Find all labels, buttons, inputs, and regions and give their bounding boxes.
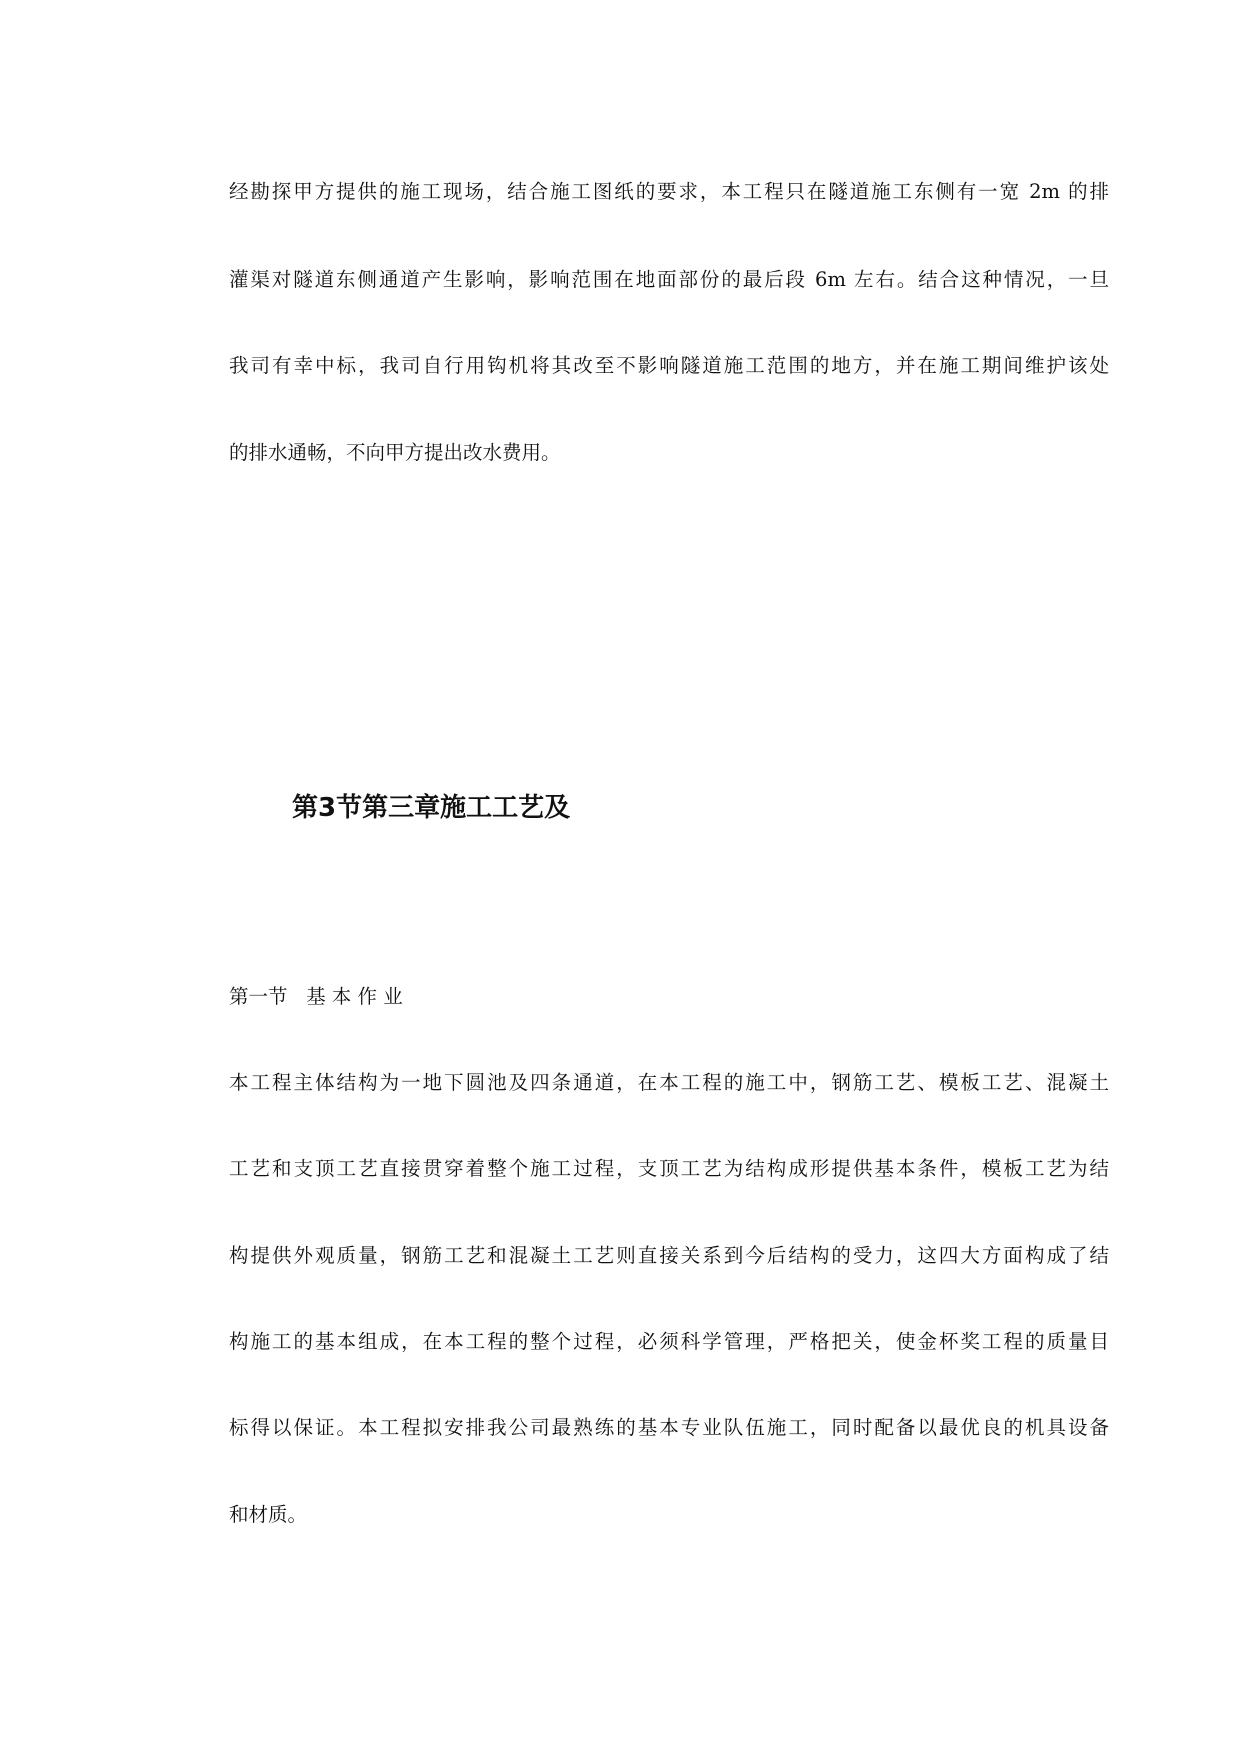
paragraph-line: 本工程主体结构为一地下圆池及四条通道，在本工程的施工中，钢筋工艺、模板工艺、混凝土 [229, 1071, 1109, 1094]
paragraph-line: 我司有幸中标，我司自行用钩机将其改至不影响隧道施工范围的地方，并在施工期间维护该处 [229, 354, 1109, 377]
paragraph-line: 经勘探甲方提供的施工现场，结合施工图纸的要求，本工程只在隧道施工东侧有一宽 2m 的排 [229, 180, 1109, 203]
section-title: 第一节 基 本 作 业 [229, 985, 403, 1008]
paragraph-line: 构提供外观质量，钢筋工艺和混凝土工艺则直接关系到今后结构的受力，这四大方面构成了结 [229, 1244, 1109, 1267]
chapter-heading: 第3节第三章施工工艺及 [292, 793, 571, 823]
paragraph-line: 工艺和支顶工艺直接贯穿着整个施工过程，支顶工艺为结构成形提供基本条件，模板工艺为结 [229, 1157, 1109, 1180]
paragraph-line: 灌渠对隧道东侧通道产生影响，影响范围在地面部份的最后段 6m 左右。结合这种情况，一旦 [229, 268, 1109, 291]
paragraph-line: 标得以保证。本工程拟安排我公司最熟练的基本专业队伍施工，同时配备以最优良的机具设备 [229, 1416, 1109, 1439]
paragraph-line: 构施工的基本组成，在本工程的整个过程，必须科学管理，严格把关，使金杯奖工程的质量目 [229, 1330, 1109, 1353]
paragraph-line: 和材质。 [229, 1503, 308, 1526]
paragraph-line: 的排水通畅，不向甲方提出改水费用。 [229, 441, 561, 464]
